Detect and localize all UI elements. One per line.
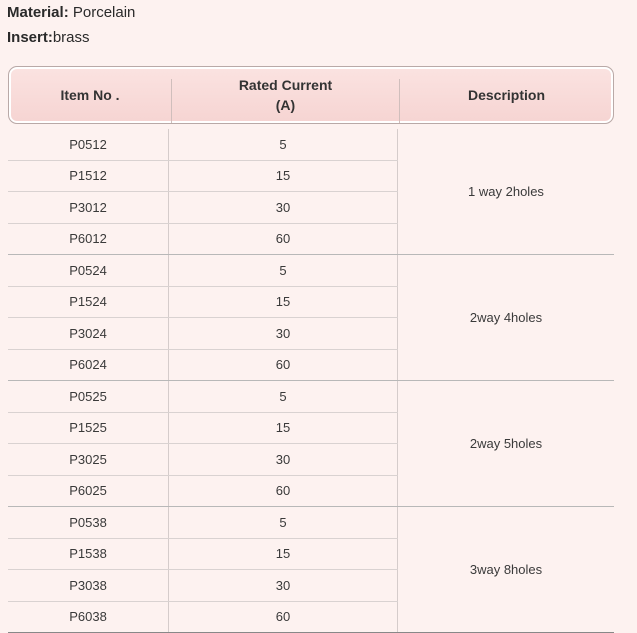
rated-current-cell: 15: [169, 287, 398, 318]
item-no-cell: P0524: [8, 255, 169, 286]
item-no-cell: P6024: [8, 350, 169, 381]
rated-current-cell: 5: [169, 129, 398, 160]
group-rows: [8, 255, 398, 380]
table-row: [8, 191, 398, 223]
item-no-cell: P6025: [8, 476, 169, 507]
description-cell: 1 way 2holes: [468, 184, 544, 199]
item-no-cell: P6038: [8, 602, 169, 633]
table-row: [8, 412, 398, 444]
item-no-cell: P3038: [8, 570, 169, 601]
rated-current-cell: 15: [169, 413, 398, 444]
table-row: [8, 129, 398, 160]
rated-current-cell: 30: [169, 192, 398, 223]
item-no-cell: P1538: [8, 539, 169, 570]
item-no-cell: P0525: [8, 381, 169, 412]
table-group: [8, 255, 614, 381]
material-value: Porcelain: [72, 4, 136, 21]
rated-current-cell: 30: [169, 570, 398, 601]
description-cell: 2way 5holes: [469, 436, 543, 451]
rated-current-cell: 5: [169, 381, 398, 412]
table-row: [8, 475, 398, 507]
item-no-cell: P6012: [8, 224, 169, 255]
table-row: [8, 443, 398, 475]
header-description: Description: [467, 87, 545, 103]
rated-current-cell: 60: [169, 476, 398, 507]
table-row: [8, 601, 398, 633]
rated-current-cell: 60: [169, 350, 398, 381]
header-item-no: Item No .: [60, 87, 120, 103]
table-row: [8, 538, 398, 570]
table-row: [8, 160, 398, 192]
item-no-cell: P1524: [8, 287, 169, 318]
insert-label: Insert:: [7, 29, 53, 46]
table-body: [8, 129, 614, 633]
table-row: [8, 381, 398, 412]
header-rated-current-line2: (A): [275, 97, 296, 113]
item-no-cell: P0538: [8, 507, 169, 538]
spec-material: [7, 4, 135, 22]
rated-current-cell: 15: [169, 539, 398, 570]
rated-current-cell: 5: [169, 507, 398, 538]
table-row: [8, 255, 398, 286]
rated-current-cell: 30: [169, 444, 398, 475]
item-no-cell: P3024: [8, 318, 169, 349]
description-cell: 3way 8holes: [469, 562, 543, 577]
table-group: [8, 381, 614, 507]
group-rows: [8, 381, 398, 506]
table-row: [8, 507, 398, 538]
table-row: [8, 286, 398, 318]
item-no-cell: P1525: [8, 413, 169, 444]
insert-value: brass: [52, 29, 90, 46]
rated-current-cell: 15: [169, 161, 398, 192]
table-row: [8, 223, 398, 255]
item-no-cell: P3012: [8, 192, 169, 223]
product-table: [8, 66, 614, 633]
item-no-cell: P1512: [8, 161, 169, 192]
material-label: Material:: [7, 4, 69, 21]
rated-current-cell: 60: [169, 602, 398, 633]
group-rows: [8, 129, 398, 254]
table-row: [8, 349, 398, 381]
table-group: [8, 507, 614, 633]
description-cell: 2way 4holes: [469, 310, 543, 325]
rated-current-cell: 60: [169, 224, 398, 255]
header-rated-current-line1: Rated Current: [238, 77, 333, 93]
spec-insert: [7, 29, 90, 47]
table-row: [8, 317, 398, 349]
rated-current-cell: 5: [169, 255, 398, 286]
rated-current-cell: 30: [169, 318, 398, 349]
header-rated-current: [171, 79, 400, 123]
table-row: [8, 569, 398, 601]
item-no-cell: P3025: [8, 444, 169, 475]
group-rows: [8, 507, 398, 632]
table-group: [8, 129, 614, 255]
item-no-cell: P0512: [8, 129, 169, 160]
table-header: [8, 66, 614, 124]
